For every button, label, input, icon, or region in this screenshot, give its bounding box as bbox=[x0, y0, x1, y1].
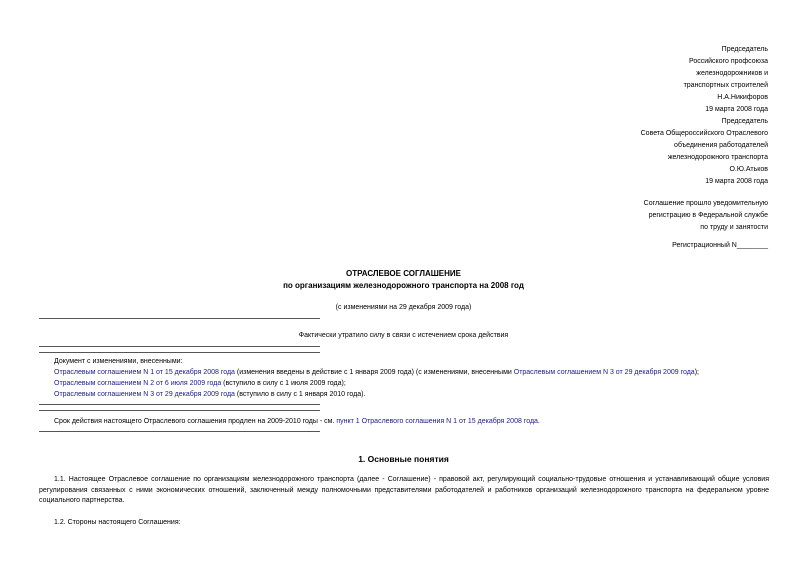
registration-number-text: Регистрационный N________ bbox=[672, 242, 768, 249]
link-agreement-1[interactable]: Отраслевым соглашением N 1 от 15 декабря 2008 года bbox=[54, 369, 235, 376]
sig1-date: 19 марта 2008 года bbox=[705, 106, 768, 113]
paragraph-1-2: 1.2. Стороны настоящего Соглашения: bbox=[54, 519, 181, 526]
changes-intro: Документ с изменениями, внесенными: bbox=[54, 358, 183, 365]
paragraph-1-1: 1.1. Настоящее Отраслевое соглашение по организациям железнодорожного транспорта (далее - Соглашение) - правовой акт, регулирующий социально-трудовые отношения и устанавливающий общие условия регулирования связанных с ними экономических отношений, заключенный между полномочными представителями работодателей и работников организаций железнодорожного транспорта на федеральном уровне социального партнерства. bbox=[39, 476, 769, 504]
extension-tail: . bbox=[537, 418, 540, 425]
sig1-line: железнодорожников и bbox=[696, 70, 768, 77]
document-title: ОТРАСЛЕВОЕ СОГЛАШЕНИЕ bbox=[346, 269, 461, 278]
sig1-line: Российского профсоюза bbox=[688, 58, 768, 65]
sig1-name: Н.А.Никифоров bbox=[717, 94, 768, 101]
sig1-line: Председатель bbox=[721, 46, 768, 53]
divider bbox=[39, 410, 320, 411]
changes-item-1-text: (изменения введены в действие с 1 января 2009 года) (с изменениями, внесенными bbox=[234, 369, 514, 376]
changes-item-2 bbox=[54, 379, 346, 388]
sig2-line: Председатель bbox=[721, 118, 768, 125]
sig1-line: транспортных строителей bbox=[683, 82, 768, 89]
sig2-date: 19 марта 2008 года bbox=[705, 178, 768, 185]
signature-block-union bbox=[684, 44, 768, 116]
changes-item-3-text: (вступило в силу с 1 января 2010 года). bbox=[234, 391, 366, 398]
divider bbox=[39, 431, 320, 432]
sig2-name: О.Ю.Атьков bbox=[729, 166, 768, 173]
changes-item-1-tail: ); bbox=[694, 369, 699, 376]
section-title: 1. Основные понятия bbox=[358, 454, 449, 464]
link-agreement-3[interactable]: Отраслевым соглашением N 3 от 29 декабря 2009 года bbox=[513, 369, 695, 376]
extension-note bbox=[54, 417, 540, 426]
amendments-note: (с изменениями на 29 декабря 2009 года) bbox=[335, 304, 472, 311]
link-extension-point[interactable]: пункт 1 Отраслевого соглашения N 1 от 15 декабря 2008 года bbox=[336, 418, 538, 425]
signature-block-employers bbox=[641, 116, 768, 188]
divider bbox=[39, 352, 320, 353]
registration-note bbox=[644, 198, 768, 234]
changes-item-2-text: (вступило в силу с 1 июля 2009 года); bbox=[221, 380, 346, 387]
changes-item-1 bbox=[54, 368, 699, 377]
sig2-line: железнодорожного транспорта bbox=[667, 154, 768, 161]
registration-number bbox=[672, 240, 768, 252]
divider bbox=[39, 404, 320, 405]
reg-line: по труду и занятости bbox=[700, 224, 768, 231]
link-agreement-3b[interactable]: Отраслевым соглашением N 3 от 29 декабря 2009 года bbox=[54, 391, 235, 398]
divider bbox=[39, 346, 320, 347]
expired-note: Фактически утратило силу в связи с истечением срока действия bbox=[298, 332, 509, 339]
document-subtitle: по организациям железнодорожного транспорта на 2008 год bbox=[283, 281, 524, 290]
reg-line: Соглашение прошло уведомительную bbox=[643, 200, 768, 207]
link-agreement-2[interactable]: Отраслевым соглашением N 2 от 6 июля 2009 года bbox=[54, 380, 222, 387]
reg-line: регистрацию в Федеральной службе bbox=[648, 212, 768, 219]
divider bbox=[39, 318, 320, 319]
extension-text: Срок действия настоящего Отраслевого соглашения продлен на 2009-2010 годы - см. bbox=[54, 418, 337, 425]
changes-item-3 bbox=[54, 390, 365, 399]
sig2-line: Совета Общероссийского Отраслевого bbox=[640, 130, 768, 137]
sig2-line: объединения работодателей bbox=[674, 142, 768, 149]
